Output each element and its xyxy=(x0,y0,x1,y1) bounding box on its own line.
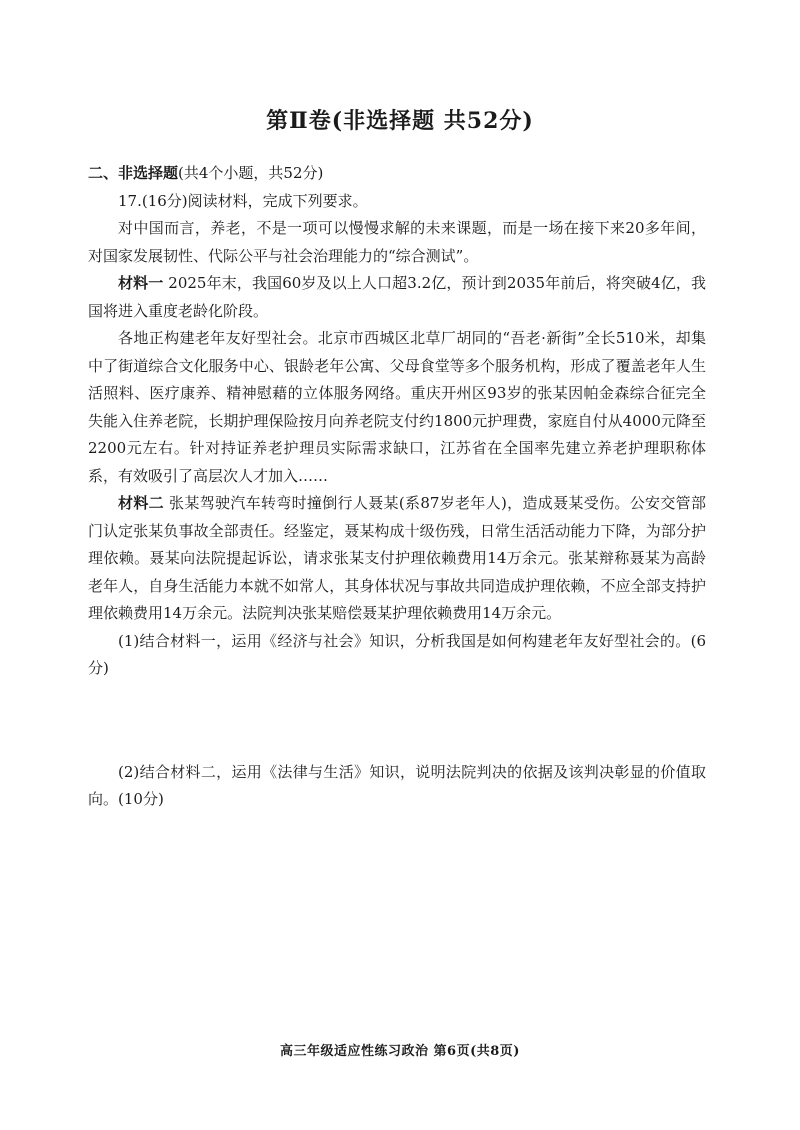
material1-paragraph-2: 各地正构建老年友好型社会。北京市西城区北草厂胡同的“吾老·新街”全长510米，却集中了街道综合文化服务中心、银龄老年公寓、父母食堂等多个服务机构，形成了覆盖老年人生活照料、医疗康养、精神慰藉的立体服务网络。重庆开州区93岁的张某因帕金森综合征完全失能入住养老院，长期护理保险按月向养老院支付约1800元护理费，家庭自付从4000元降至2200元左右。针对持证养老护理员实际需求缺口，江苏省在全国率先建立养老护理职称体系，有效吸引了高层次人才加入…… xyxy=(88,329,706,485)
material1-label: 材料一 xyxy=(118,274,164,292)
material2-text: 张某驾驶汽车转弯时撞倒行人聂某(系87岁老年人)，造成聂某受伤。公安交管部门认定张某负事故全部责任。经鉴定，聂某构成十级伤残，日常生活活动能力下降，为部分护理依赖。聂某向法院提起诉讼，请求张某支付护理依赖费用14万余元。张某辩称聂某为高龄老年人，自身生活能力本就不如常人，其身体状况与事故共同造成护理依赖，不应全部支持护理依赖费用14万余元。法院判决张某赔偿聂某护理依赖费用14万余元。 xyxy=(88,494,706,622)
material1-paragraph-1 xyxy=(88,270,706,325)
answer-space-1 xyxy=(88,683,706,759)
section-heading-label: 二、非选择题 xyxy=(88,164,179,182)
section-heading-note: (共4个小题，共52分) xyxy=(178,164,324,182)
material2-label: 材料二 xyxy=(118,494,164,512)
sub-question-1: (1)结合材料一，运用《经济与社会》知识，分析我国是如何构建老年友好型社会的。(6分) xyxy=(88,631,706,677)
sub-question-2: (2)结合材料二，运用《法律与生活》知识，说明法院判决的依据及该判决彰显的价值取向。(10分) xyxy=(88,762,706,808)
material2-paragraph xyxy=(88,490,706,628)
page-title: 第Ⅱ卷(非选择题 共52分) xyxy=(266,108,534,134)
material1-text-1: 2025年末，我国60岁及以上人口超3.2亿，预计到2035年前后，将突破4亿，我国将进入重度老龄化阶段。 xyxy=(88,274,706,320)
question-content xyxy=(88,160,706,814)
question-lead: 对中国而言，养老，不是一项可以慢慢求解的未来课题，而是一场在接下来20多年间，对国家发展韧性、代际公平与社会治理能力的“综合测试”。 xyxy=(88,219,706,265)
section-heading xyxy=(88,160,706,188)
page-footer: 高三年级适应性练习政治 第6页(共8页) xyxy=(280,1044,520,1059)
question-intro: 17.(16分)阅读材料，完成下列要求。 xyxy=(118,191,368,210)
